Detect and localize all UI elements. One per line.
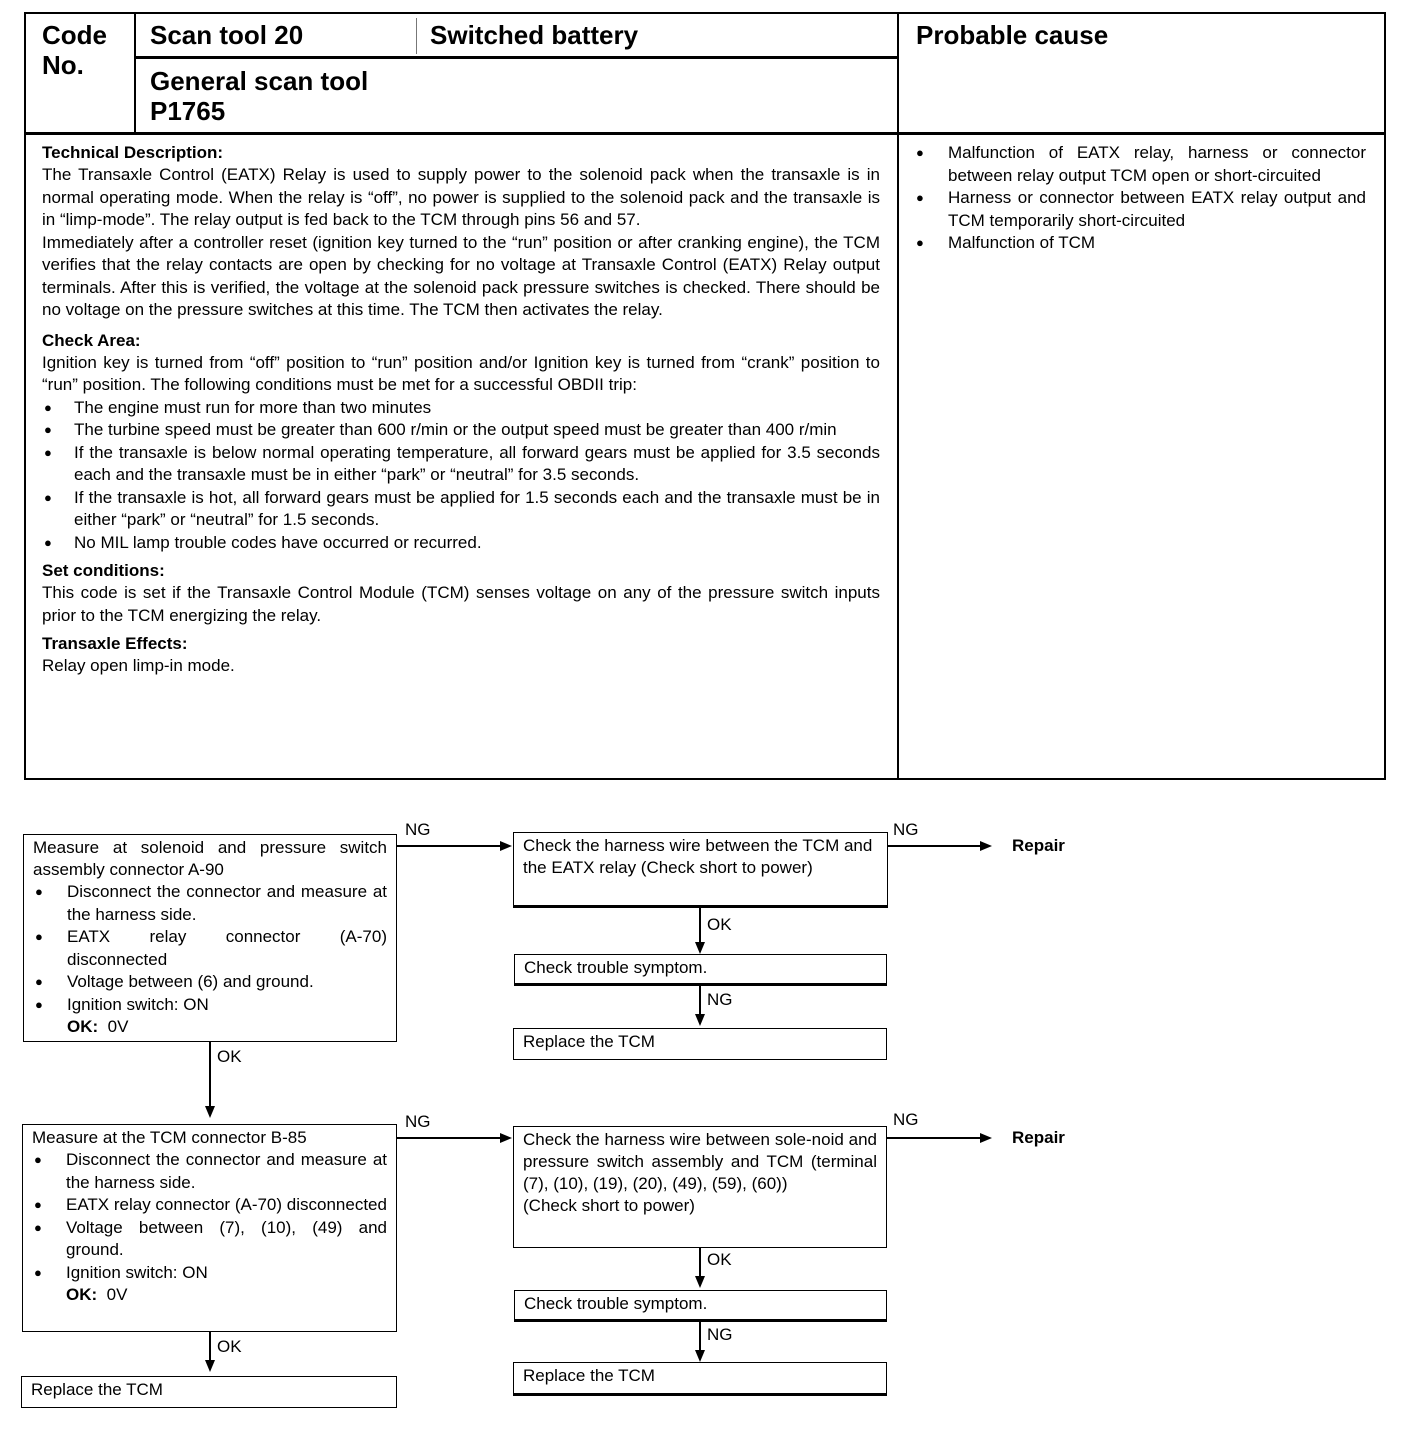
step2-list: [32, 1149, 387, 1284]
symptom1-ng-connector: [699, 986, 701, 1016]
step2-ok-line: [32, 1284, 387, 1306]
step2-ng-connector: [397, 1137, 501, 1139]
step1-heading: Measure at solenoid and pressure switch assembly connector A-90: [33, 838, 387, 879]
step1-ok-line: [33, 1016, 387, 1038]
check1-ng-connector: [888, 845, 980, 847]
arrow-right-icon: [980, 841, 992, 851]
symptom2-box: [514, 1290, 887, 1322]
check-area-title: Check Area:: [42, 330, 141, 350]
set-conditions-text: This code is set if the Transaxle Control Module (TCM) senses voltage on any of the pressure switch inputs prior to the TCM energizing the relay.: [42, 583, 880, 625]
step1-box: [23, 834, 397, 1042]
arrow-right-icon: [500, 841, 512, 851]
table-border-bottom: [24, 778, 1386, 780]
table-divider-cause: [897, 12, 899, 780]
check2-ng-connector: [887, 1137, 980, 1139]
check2-ok-connector: [699, 1248, 701, 1278]
table-border-top: [24, 12, 1386, 14]
probable-cause-label: Probable cause: [916, 20, 1109, 50]
replace1-box: [513, 1028, 887, 1060]
list-item: ● If the transaxle is hot, all forward gears must be applied for 1.5 seconds each and the transaxle must be in either “park” or “neutral” for 1.5 seconds.: [42, 487, 880, 532]
transaxle-effects-text: Relay open limp-in mode.: [42, 656, 235, 675]
symptom1-text: Check trouble symptom.: [524, 958, 708, 977]
arrow-right-icon: [980, 1133, 992, 1143]
list-item: ● If the transaxle is below normal operating temperature, all forward gears must be applied for 3.5 seconds each and the transaxle must be in either “park” or “neutral” for 3.5 seconds.: [42, 442, 880, 487]
code-no-label: Code No.: [42, 20, 107, 80]
check-area-list: [42, 397, 880, 555]
list-item: ● Ignition switch: ON: [33, 994, 387, 1017]
symptom1-ng-label: NG: [707, 990, 733, 1009]
replace3-box: [21, 1376, 397, 1408]
general-scan-tool-code: P1765: [150, 96, 226, 126]
description-body: [42, 142, 880, 678]
repair2-label: Repair: [1012, 1128, 1065, 1147]
check2-ok-label: OK: [707, 1250, 732, 1269]
list-item: ● Disconnect the connector and measure at the harness side.: [32, 1149, 387, 1194]
list-item: ● Ignition switch: ON: [32, 1262, 387, 1285]
set-conditions-title: Set conditions:: [42, 561, 165, 580]
check-area-text: Ignition key is turned from “off” position to “run” position and/or Ignition key is turned from “crank” position to “run” position. The following conditions must be met for a successful OBDII trip:: [42, 352, 880, 394]
arrow-down-icon: [695, 1014, 705, 1026]
list-item: ● EATX relay connector (A-70) disconnected: [32, 1194, 387, 1217]
check1-ok-connector: [699, 908, 701, 944]
symptom2-ng-label: NG: [707, 1325, 733, 1344]
list-item: ● Voltage between (6) and ground.: [33, 971, 387, 994]
table-border-left: [24, 12, 26, 780]
step2-ng-label: NG: [405, 1112, 431, 1131]
arrow-down-icon: [205, 1360, 215, 1372]
list-item: ● Disconnect the connector and measure at the harness side.: [33, 881, 387, 926]
technical-description-p2: Immediately after a controller reset (ignition key turned to the “run” position or after cranking engine), the TCM verifies that the relay contacts are open by checking for no voltage at Transaxle Control (EATX) Relay output terminals. After this is verified, the voltage at the solenoid pack pressure switches is checked. There should be no voltage on the pressure switches at this time. The TCM then activates the relay.: [42, 232, 880, 319]
switched-battery-label: Switched battery: [430, 20, 639, 50]
list-item: ● The engine must run for more than two minutes: [42, 397, 880, 420]
replace2-box: [513, 1362, 887, 1396]
table-divider-dotted: [416, 18, 417, 54]
step2-ok-connector: [209, 1332, 211, 1362]
ok-value: 0V: [107, 1017, 129, 1036]
table-divider-scan: [134, 56, 898, 59]
table-border-right: [1384, 12, 1386, 780]
list-item: ● No MIL lamp trouble codes have occurred or recurred.: [42, 532, 880, 555]
ok-label: OK:: [67, 1017, 99, 1036]
arrow-right-icon: [500, 1133, 512, 1143]
technical-description-title: Technical Description:: [42, 143, 224, 162]
symptom1-box: [514, 954, 887, 986]
probable-cause-list: [900, 142, 1366, 255]
check2-box: [513, 1126, 887, 1248]
list-item: ● The turbine speed must be greater than 600 r/min or the output speed must be greater than 400 r/min: [42, 419, 880, 442]
table-divider-code: [134, 12, 136, 134]
list-item: ● Voltage between (7), (10), (49) and ground.: [32, 1217, 387, 1262]
symptom2-ng-connector: [699, 1322, 701, 1352]
scan-tool-label: Scan tool 20: [150, 20, 304, 50]
check2-ng-label: NG: [893, 1110, 919, 1129]
repair1-label: Repair: [1012, 836, 1065, 855]
list-item: ● Harness or connector between EATX relay output and TCM temporarily short-circuited: [900, 187, 1366, 232]
arrow-down-icon: [695, 942, 705, 954]
arrow-down-icon: [695, 1350, 705, 1362]
step2-heading: Measure at the TCM connector B-85: [32, 1128, 307, 1147]
technical-description-p1: The Transaxle Control (EATX) Relay is used to supply power to the solenoid pack when the transaxle is in normal operating mode. When the relay is “off”, no power is supplied to the solenoid pack and the transaxle is in “limp-mode”. The relay output is fed back to the TCM through pins 56 and 57.: [42, 165, 880, 229]
step1-ng-connector: [397, 845, 501, 847]
step1-list: [33, 881, 387, 1016]
step1-ng-label: NG: [405, 820, 431, 839]
step1-ok-connector: [209, 1042, 211, 1108]
replace3-text: Replace the TCM: [31, 1380, 163, 1399]
check1-box: [513, 832, 888, 908]
list-item: ● Malfunction of TCM: [900, 232, 1366, 255]
check1-ng-label: NG: [893, 820, 919, 839]
transaxle-effects-title: Transaxle Effects:: [42, 634, 188, 653]
check1-ok-label: OK: [707, 915, 732, 934]
replace1-text: Replace the TCM: [523, 1032, 655, 1051]
step2-box: [22, 1124, 397, 1332]
check1-text: Check the harness wire between the TCM and the EATX relay (Check short to power): [523, 836, 873, 877]
ok-value: 0V: [106, 1285, 128, 1304]
replace2-text: Replace the TCM: [523, 1366, 655, 1385]
symptom2-text: Check trouble symptom.: [524, 1294, 708, 1313]
ok-label: OK:: [66, 1285, 98, 1304]
table-divider-header: [24, 132, 1386, 135]
check2-text: Check the harness wire between sole-noid and pressure switch assembly and TCM (terminal (7), (10), (19), (20), (49), (59), (60)): [523, 1130, 877, 1193]
step1-ok-label: OK: [217, 1047, 242, 1066]
arrow-down-icon: [205, 1106, 215, 1118]
list-item: ● Malfunction of EATX relay, harness or connector between relay output TCM open or short-circuited: [900, 142, 1366, 187]
list-item: ● EATX relay connector (A-70) disconnected: [33, 926, 387, 971]
general-scan-tool-label: General scan tool: [150, 66, 369, 96]
arrow-down-icon: [695, 1276, 705, 1288]
check2-text-note: (Check short to power): [523, 1196, 695, 1215]
step2-ok-label: OK: [217, 1337, 242, 1356]
